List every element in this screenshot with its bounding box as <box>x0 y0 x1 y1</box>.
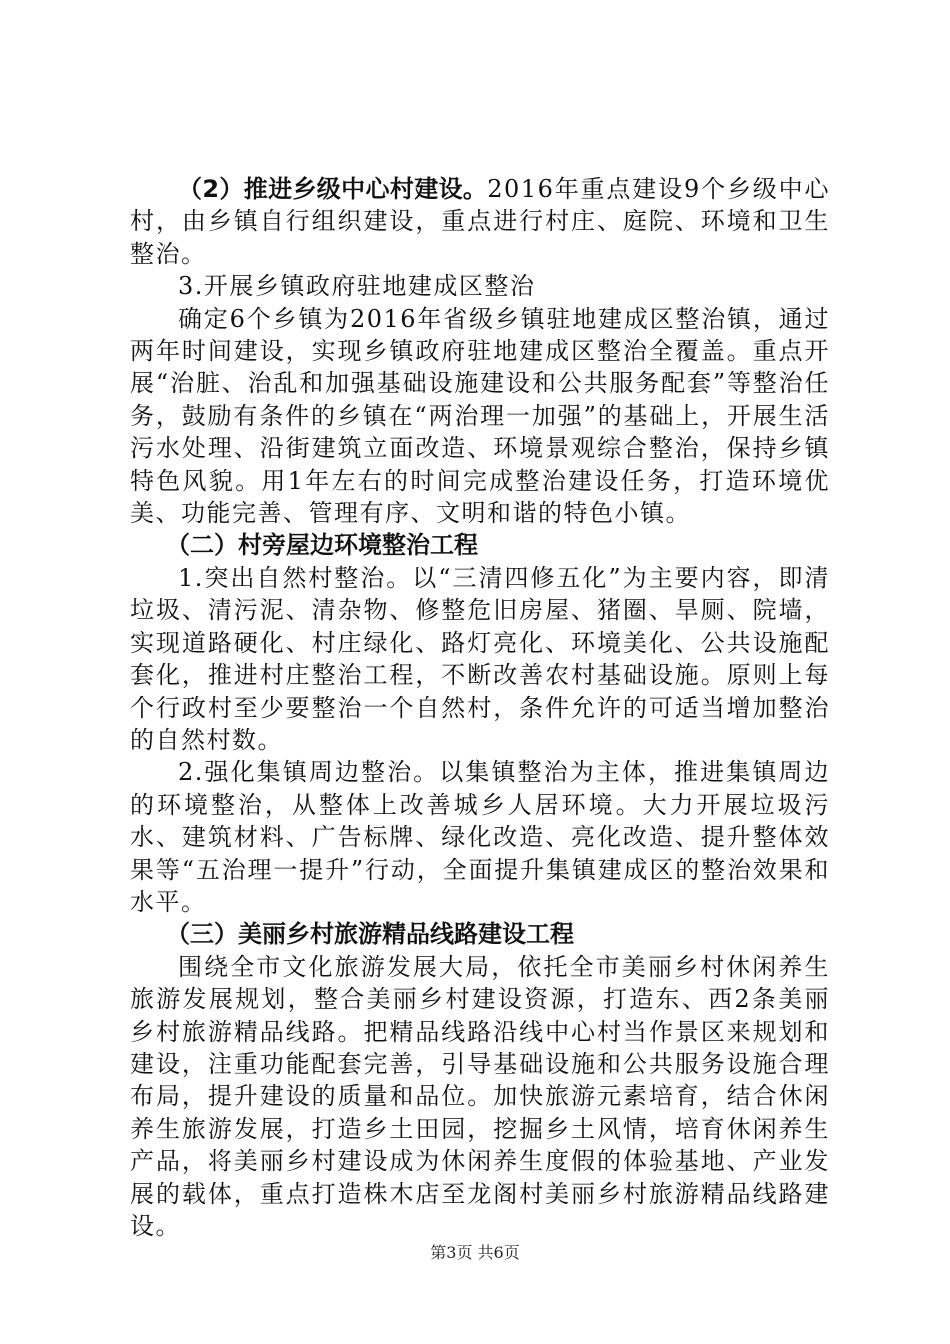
section-heading-2: （二）村旁屋边环境整治工程 <box>166 531 478 560</box>
paragraph-central-village <box>130 173 830 270</box>
paragraph-lead-heading: （2）推进乡级中心村建设。 <box>178 175 488 203</box>
document-body <box>130 173 830 1242</box>
subheading-township-renovation: 3.开展乡镇政府驻地建成区整治 <box>178 272 536 301</box>
paragraph-tourism-route: 围绕全市文化旅游发展大局，依托全市美丽乡村休闲养生旅游发展规划，整合美丽乡村建设资源，打造东、西2条美丽乡村旅游精品线路。把精品线路沿线中心村当作景区来规划和建设，注重功能配套完善，引导基础设施和公共服务设施合理布局，提升建设的质量和品位。加快旅游元素培育，结合休闲养生旅游发展，打造乡土田园，挖掘乡土风情，培育休闲养生产品，将美丽乡村建设成为休闲养生度假的体验基地、产业发展的载体，重点打造株木店至龙阁村美丽乡村旅游精品线路建设。 <box>130 952 830 1240</box>
paragraph-township-renovation: 确定6个乡镇为2016年省级乡镇驻地建成区整治镇，通过两年时间建设，实现乡镇政府驻地建成区整治全覆盖。重点开展“治脏、治乱和加强基础设施建设和公共服务配套”等整治任务，鼓励有条件的乡镇在“两治理一加强”的基础上，开展生活污水处理、沿街建筑立面改造、环境景观综合整治，保持乡镇特色风貌。用1年左右的时间完成整治建设任务，打造环境优美、功能完善、管理有序、文明和谐的特色小镇。 <box>130 304 830 528</box>
paragraph-text: 2016年重点建设9个乡级中心村，由乡镇自行组织建设，重点进行村庄、庭院、环境和卫生整治。 <box>130 175 830 268</box>
section-heading-3: （三）美丽乡村旅游精品线路建设工程 <box>166 920 574 949</box>
paragraph-natural-village: 1.突出自然村整治。以“三清四修五化”为主要内容，即清垃圾、清污泥、清杂物、修整危旧房屋、猪圈、旱厕、院墙，实现道路硬化、村庄绿化、路灯亮化、环境美化、公共设施配套化，推进村庄整治工程，不断改善农村基础设施。原则上每个行政村至少要整治一个自然村，条件允许的可适当增加整治的自然村数。 <box>130 563 830 754</box>
paragraph-market-town: 2.强化集镇周边整治。以集镇整治为主体，推进集镇周边的环境整治，从整体上改善城乡人居环境。大力开展垃圾污水、建筑材料、广告标牌、绿化改造、亮化改造、提升整体效果等“五治理一提升”行动，全面提升集镇建成区的整治效果和水平。 <box>130 758 830 916</box>
page-number-footer: 第3页 共6页 <box>430 1243 520 1262</box>
